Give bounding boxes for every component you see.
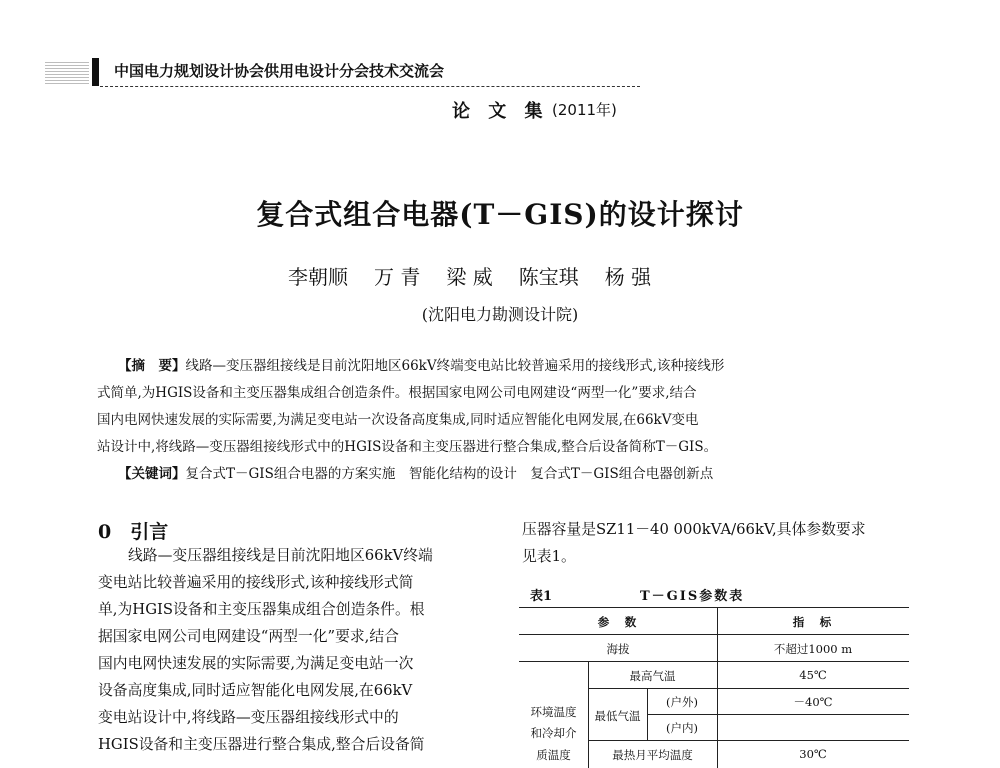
table-caption-title: T－GIS参数表 — [640, 589, 745, 604]
table-cell: 海拔 — [606, 642, 630, 656]
author: 杨 强 — [604, 265, 652, 289]
author: 李朝顺 — [288, 265, 348, 289]
table-cell: 30℃ — [799, 747, 827, 761]
author: 万 青 — [374, 265, 421, 289]
table-cell: (户外) — [666, 695, 698, 709]
table-caption-number: 表1 — [530, 589, 553, 604]
table-cell: (户内) — [666, 721, 698, 735]
table-cell: 不超过1000 m — [773, 642, 853, 656]
table-rule — [519, 661, 909, 662]
table-header-value: 指 标 — [792, 615, 834, 629]
body-line: 线路—变压器组接线是目前沈阳地区66kV终端 — [128, 547, 433, 564]
table-rule — [588, 688, 909, 689]
body-line: 变电站比较普遍采用的接线形式,该种接线形式简 — [98, 574, 414, 591]
abstract-line: 国内电网快速发展的实际需要,为满足变电站一次设备高度集成,同时适应智能化电网发展,在66kV变电 — [97, 412, 699, 428]
table-rule — [519, 634, 909, 635]
body-line: HGIS设备和主变压器进行整合集成,整合后设备简 — [98, 736, 425, 753]
table-rule — [717, 607, 718, 768]
paper-title: 复合式组合电器(T－GIS)的设计探讨 — [256, 198, 744, 231]
body-line: 据国家电网公司电网建设“两型一化”要求,结合 — [98, 628, 399, 645]
table-cell: 最低气温 — [594, 709, 641, 723]
header-decoration — [45, 60, 89, 84]
header-divider — [100, 86, 640, 87]
table-group-label: 质温度 — [536, 748, 571, 762]
table-cell: －40℃ — [793, 695, 833, 709]
header-collection: 论 文 集 — [452, 101, 549, 122]
body-line: 变电站设计中,将线路—变压器组接线形式中的 — [98, 709, 399, 726]
abstract-label: 【摘 要】 — [118, 358, 186, 374]
body-line: 压器容量是SZ11－40 000kVA/66kV,具体参数要求 — [522, 521, 866, 538]
table-cell: 45℃ — [799, 668, 827, 682]
table-cell: 最高气温 — [629, 669, 676, 683]
affiliation: (沈阳电力勘测设计院) — [421, 305, 579, 324]
keywords-text: 复合式T－GIS组合电器的方案实施 智能化结构的设计 复合式T－GIS组合电器创新点 — [185, 466, 714, 482]
body-line: 设备高度集成,同时适应智能化电网发展,在66kV — [98, 682, 413, 699]
abstract-line: 站设计中,将线路—变压器组接线形式中的HGIS设备和主变压器进行整合集成,整合后设备简称T－GIS。 — [97, 439, 718, 455]
body-line: 国内电网快速发展的实际需要,为满足变电站一次 — [98, 655, 414, 672]
header-year: (2011年) — [552, 101, 617, 119]
keywords-label: 【关键词】 — [118, 466, 186, 482]
keywords-line — [118, 468, 713, 482]
body-line: 见表1。 — [522, 548, 576, 565]
author: 梁 威 — [446, 265, 493, 289]
header-organization: 中国电力规划设计协会供用电设计分会技术交流会 — [114, 62, 445, 80]
header-bar — [92, 58, 99, 86]
table-group-label: 和冷却介 — [530, 726, 577, 740]
table-group-label: 环境温度 — [530, 705, 577, 719]
section-heading: 0 引言 — [98, 521, 169, 543]
body-line: 单,为HGIS设备和主变压器集成组合创造条件。根 — [98, 601, 425, 618]
table-rule — [647, 714, 909, 715]
abstract-line: 【摘 要】线路—变压器组接线是目前沈阳地区66kV终端变电站比较普遍采用的接线形式,该种接线形 — [118, 358, 725, 374]
table-cell: 最热月平均温度 — [612, 748, 693, 762]
author-list — [288, 261, 718, 290]
table-header-param: 参 数 — [597, 615, 639, 629]
author: 陈宝琪 — [518, 265, 579, 289]
table-rule — [588, 740, 909, 741]
abstract-line: 式简单,为HGIS设备和主变压器集成组合创造条件。根据国家电网公司电网建设“两型一化”要求,结合 — [97, 385, 697, 401]
table-rule — [519, 607, 909, 608]
